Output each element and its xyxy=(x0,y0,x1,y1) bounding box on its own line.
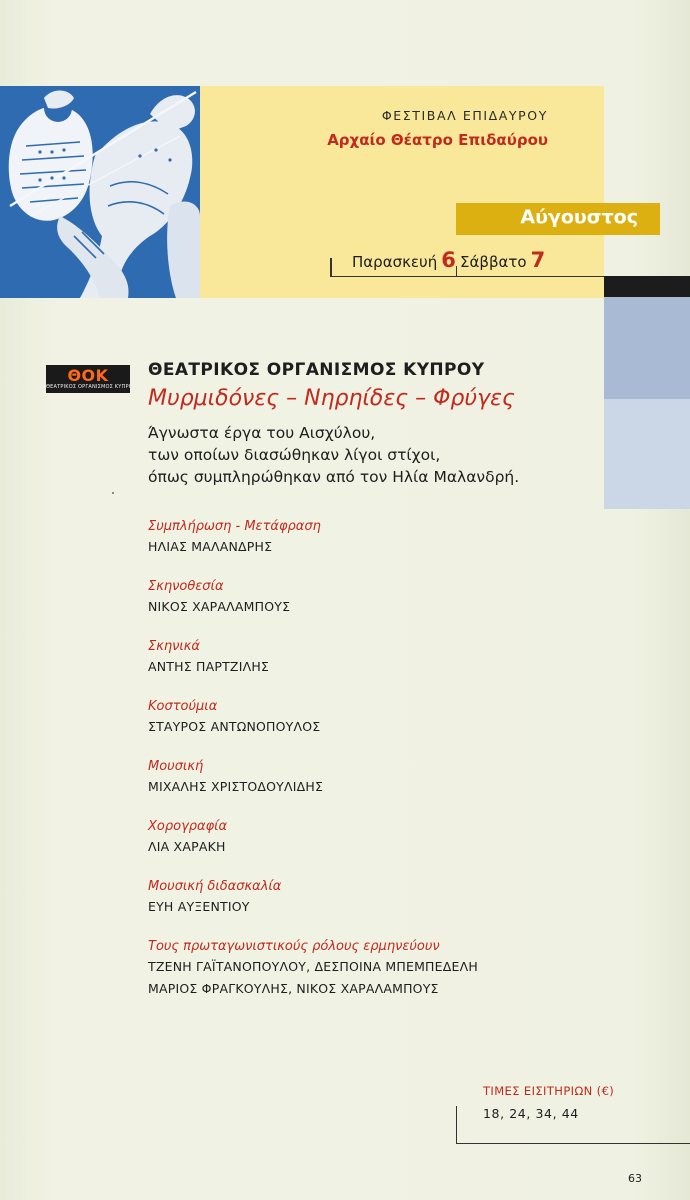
credit-role: Μουσική διδασκαλία xyxy=(148,879,282,894)
weekday-label: Παρασκευή xyxy=(352,253,438,271)
credit-role: Σκηνικά xyxy=(148,639,201,654)
ticket-prices-values: 18, 24, 34, 44 xyxy=(483,1106,579,1121)
greek-vase-illustration-icon xyxy=(0,86,200,298)
month-label: Αύγουστος xyxy=(520,206,638,228)
credit-entry xyxy=(148,518,478,578)
festival-name: ΦΕΣΤΙΒΑΛ ΕΠΙΔΑΥΡΟΥ xyxy=(381,108,548,123)
credit-name: ΜΙΧΑΛΗΣ ΧΡΙΣΤΟΔΟΥΛΙΔΗΣ xyxy=(148,779,324,794)
venue-name: Αρχαίο Θέατρο Επιδαύρου xyxy=(327,131,548,149)
edge-strip-light-blue xyxy=(604,399,690,509)
description-line: όπως συμπληρώθηκαν από τον Ηλία Μαλανδρή. xyxy=(148,468,520,486)
credit-entry xyxy=(148,578,478,638)
prices-bracket-vertical xyxy=(456,1106,457,1143)
credit-entry-cast xyxy=(148,938,478,998)
weekday-label: Σάββατο xyxy=(460,253,527,271)
credit-entry xyxy=(148,818,478,878)
logo-text: ΘΟΚ xyxy=(67,366,109,385)
day-number: 6 xyxy=(441,248,456,272)
performance-date-1 xyxy=(352,248,456,272)
credit-role: Σκηνοθεσία xyxy=(148,579,224,594)
credit-name: ΑΝΤΗΣ ΠΑΡΤΖΙΛΗΣ xyxy=(148,659,270,674)
thok-logo xyxy=(46,365,137,393)
print-speck xyxy=(112,492,114,494)
logo-subtext: ΘΕΑΤΡΙΚΟΣ ΟΡΓΑΝΙΣΜΟΣ ΚΥΠΡΟΥ xyxy=(46,384,137,390)
date-divider-middle xyxy=(456,266,457,276)
credit-role: Συμπλήρωση - Μετάφραση xyxy=(148,519,321,534)
play-description xyxy=(148,422,519,488)
description-line: Άγνωστα έργα του Αισχύλου, xyxy=(148,424,376,442)
play-title: Μυρμιδόνες – Νηρηίδες – Φρύγες xyxy=(148,386,515,411)
organization-name: ΘΕΑΤΡΙΚΟΣ ΟΡΓΑΝΙΣΜΟΣ ΚΥΠΡΟΥ xyxy=(148,360,485,380)
credit-role: Χορογραφία xyxy=(148,819,228,834)
edge-strip-blue xyxy=(604,297,690,399)
edge-strip-black xyxy=(604,276,690,297)
credit-name: ΗΛΙΑΣ ΜΑΛΑΝΔΡΗΣ xyxy=(148,539,273,554)
credit-role: Μουσική xyxy=(148,759,204,774)
date-underline xyxy=(330,276,604,277)
page-number: 63 xyxy=(628,1172,642,1185)
day-number: 7 xyxy=(530,248,546,272)
performance-date-2 xyxy=(460,248,545,272)
credit-name: ΛΙΑ ΧΑΡΑΚΗ xyxy=(148,839,226,854)
credit-name: ΝΙΚΟΣ ΧΑΡΑΛΑΜΠΟΥΣ xyxy=(148,599,291,614)
credit-name: ΣΤΑΥΡΟΣ ΑΝΤΩΝΟΠΟΥΛΟΣ xyxy=(148,719,321,734)
credit-name: ΕΥΗ ΑΥΞΕΝΤΙΟΥ xyxy=(148,899,250,914)
credit-name: ΜΑΡΙΟΣ ΦΡΑΓΚΟΥΛΗΣ, ΝΙΚΟΣ ΧΑΡΑΛΑΜΠΟΥΣ xyxy=(148,981,439,996)
credit-entry xyxy=(148,758,478,818)
credit-entry xyxy=(148,698,478,758)
date-divider-left xyxy=(330,258,332,277)
description-line: των οποίων διασώθηκαν λίγοι στίχοι, xyxy=(148,446,441,464)
credit-role: Τους πρωταγωνιστικούς ρόλους ερμηνεύουν xyxy=(148,939,440,954)
credits-list xyxy=(148,518,478,998)
credit-entry xyxy=(148,878,478,938)
credit-role: Κοστούμια xyxy=(148,699,218,714)
credit-entry xyxy=(148,638,478,698)
prices-bracket-horizontal xyxy=(456,1143,690,1144)
ticket-prices-label: ΤΙΜΕΣ ΕΙΣΙΤΗΡΙΩΝ (€) xyxy=(483,1084,615,1098)
credit-name: ΤΖΕΝΗ ΓΑΪΤΑΝΟΠΟΥΛΟΥ, ΔΕΣΠΟΙΝΑ ΜΠΕΜΠΕΔΕΛΗ xyxy=(148,959,478,974)
